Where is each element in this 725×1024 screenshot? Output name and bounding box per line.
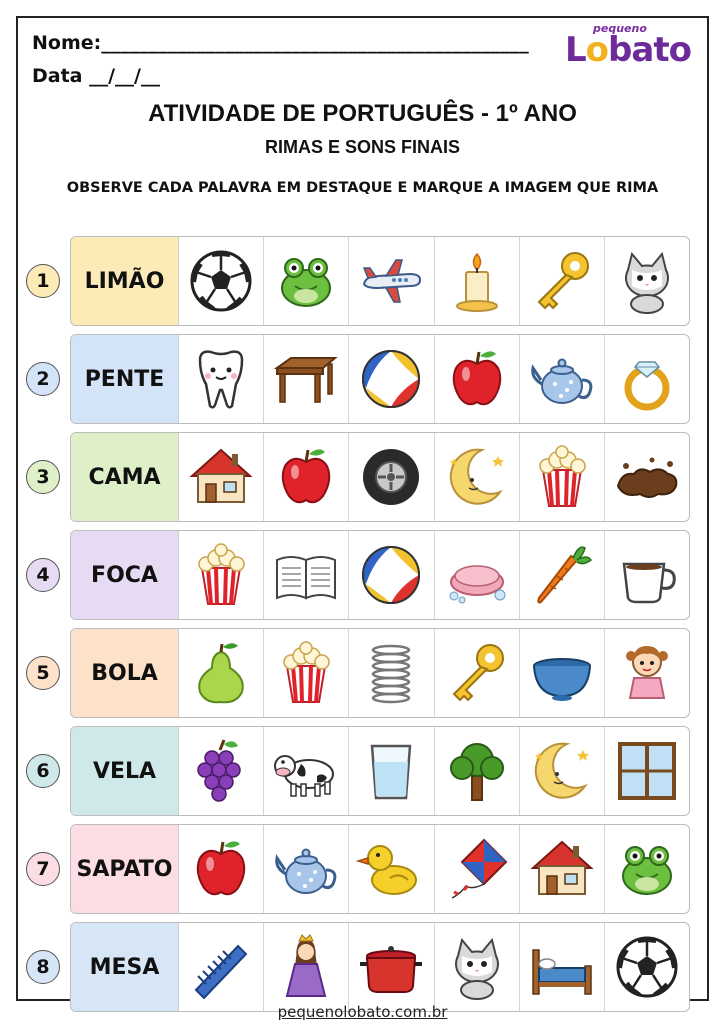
image-option[interactable] [435, 237, 520, 325]
image-option[interactable] [520, 923, 605, 1011]
image-options [179, 923, 689, 1011]
image-option[interactable] [264, 923, 349, 1011]
image-option[interactable] [605, 629, 689, 717]
image-options [179, 629, 689, 717]
image-option[interactable] [264, 335, 349, 423]
pear-icon [186, 638, 256, 708]
image-option[interactable] [264, 433, 349, 521]
image-option[interactable] [264, 727, 349, 815]
logo-letter-l: L [565, 30, 586, 70]
image-option[interactable] [349, 433, 434, 521]
comb-icon [186, 932, 256, 1002]
page-title: ATIVIDADE DE PORTUGUÊS - 1º ANO [148, 100, 577, 127]
popcorn-icon [527, 442, 597, 512]
window-icon [612, 736, 682, 806]
logo-small-text: pequeno [593, 22, 647, 35]
airplane-icon [356, 246, 426, 316]
image-option[interactable] [605, 727, 689, 815]
tree-icon [442, 736, 512, 806]
image-option[interactable] [520, 629, 605, 717]
image-option[interactable] [264, 825, 349, 913]
image-option[interactable] [179, 629, 264, 717]
rhyme-row-3 [70, 432, 690, 522]
highlighted-word: SAPATO [71, 825, 179, 913]
image-option[interactable] [520, 531, 605, 619]
princess-icon [271, 932, 341, 1002]
highlighted-word: VELA [71, 727, 179, 815]
teapot-icon [527, 344, 597, 414]
grapes-icon [186, 736, 256, 806]
beach-ball-icon [356, 344, 426, 414]
name-field[interactable]: Nome:_____________________________________________ [32, 32, 529, 54]
image-option[interactable] [349, 825, 434, 913]
teapot-icon [271, 834, 341, 904]
book-icon [271, 540, 341, 610]
image-option[interactable] [520, 825, 605, 913]
bowl-icon [527, 638, 597, 708]
ring-icon [612, 344, 682, 414]
candle-icon [442, 246, 512, 316]
logo-main-text [565, 30, 691, 70]
highlighted-word: LIMÃO [71, 237, 179, 325]
rhyme-row-6 [70, 726, 690, 816]
moon-icon [442, 442, 512, 512]
image-option[interactable] [605, 335, 689, 423]
pot-icon [356, 932, 426, 1002]
rhyme-row-7 [70, 824, 690, 914]
image-option[interactable] [264, 531, 349, 619]
rhyme-row-5 [70, 628, 690, 718]
image-options [179, 433, 689, 521]
image-option[interactable] [179, 433, 264, 521]
image-option[interactable] [435, 825, 520, 913]
beach-ball-icon [356, 540, 426, 610]
row-number-badge: 1 [26, 264, 60, 298]
image-option[interactable] [605, 825, 689, 913]
rhyme-row-2 [70, 334, 690, 424]
highlighted-word: PENTE [71, 335, 179, 423]
apple-icon [271, 442, 341, 512]
row-number-badge: 7 [26, 852, 60, 886]
coffee-cup-icon [612, 540, 682, 610]
image-option[interactable] [435, 923, 520, 1011]
highlighted-word: FOCA [71, 531, 179, 619]
pequeno-lobato-logo [565, 22, 695, 78]
image-option[interactable] [349, 335, 434, 423]
instruction-text: OBSERVE CADA PALAVRA EM DESTAQUE E MARQUE A IMAGEM QUE RIMA [66, 180, 659, 196]
image-option[interactable] [179, 531, 264, 619]
image-option[interactable] [435, 335, 520, 423]
image-option[interactable] [179, 727, 264, 815]
cow-icon [271, 736, 341, 806]
row-number-badge: 4 [26, 558, 60, 592]
key-icon [442, 638, 512, 708]
glass-icon [356, 736, 426, 806]
row-number-badge: 5 [26, 656, 60, 690]
tire-icon [356, 442, 426, 512]
image-option[interactable] [435, 727, 520, 815]
logo-letter-o: o [585, 30, 609, 70]
image-option[interactable] [435, 531, 520, 619]
image-option[interactable] [349, 237, 434, 325]
image-option[interactable] [605, 237, 689, 325]
kite-icon [442, 834, 512, 904]
image-option[interactable] [179, 237, 264, 325]
rhyme-row-8 [70, 922, 690, 1012]
image-option[interactable] [179, 825, 264, 913]
footer-link[interactable]: pequenolobato.com.br [277, 1003, 448, 1021]
mud-icon [612, 442, 682, 512]
table-icon [271, 344, 341, 414]
image-option[interactable] [264, 237, 349, 325]
date-field[interactable]: Data __/__/__ [32, 65, 160, 87]
image-option[interactable] [605, 433, 689, 521]
image-options [179, 825, 689, 913]
highlighted-word: CAMA [71, 433, 179, 521]
soccer-ball-icon [186, 246, 256, 316]
soccer-ball-icon [612, 932, 682, 1002]
row-number-badge: 6 [26, 754, 60, 788]
duck-icon [356, 834, 426, 904]
image-options [179, 237, 689, 325]
image-options [179, 335, 689, 423]
rhyme-row-4 [70, 530, 690, 620]
doll-icon [612, 638, 682, 708]
image-option[interactable] [520, 433, 605, 521]
image-option[interactable] [179, 335, 264, 423]
popcorn-icon [271, 638, 341, 708]
cat-icon [612, 246, 682, 316]
bed-icon [527, 932, 597, 1002]
key-icon [527, 246, 597, 316]
image-option[interactable] [435, 433, 520, 521]
logo-letters-rest: bato [608, 30, 691, 70]
image-option[interactable] [520, 237, 605, 325]
popcorn-icon [186, 540, 256, 610]
row-number-badge: 2 [26, 362, 60, 396]
tooth-icon [186, 344, 256, 414]
rhyme-row-1 [70, 236, 690, 326]
image-options [179, 727, 689, 815]
highlighted-word: MESA [71, 923, 179, 1011]
image-option[interactable] [520, 727, 605, 815]
image-option[interactable] [349, 727, 434, 815]
page-subtitle: RIMAS E SONS FINAIS [264, 137, 461, 157]
spring-icon [356, 638, 426, 708]
house-icon [186, 442, 256, 512]
highlighted-word: BOLA [71, 629, 179, 717]
image-option[interactable] [605, 531, 689, 619]
carrot-icon [527, 540, 597, 610]
image-option[interactable] [349, 531, 434, 619]
house-icon [527, 834, 597, 904]
image-option[interactable] [264, 629, 349, 717]
apple-icon [186, 834, 256, 904]
frog-icon [612, 834, 682, 904]
image-option[interactable] [349, 923, 434, 1011]
image-option[interactable] [435, 629, 520, 717]
apple-icon [442, 344, 512, 414]
soap-icon [442, 540, 512, 610]
row-number-badge: 3 [26, 460, 60, 494]
row-number-badge: 8 [26, 950, 60, 984]
moon-icon [527, 736, 597, 806]
cat-icon [442, 932, 512, 1002]
frog-icon [271, 246, 341, 316]
image-option[interactable] [179, 923, 264, 1011]
image-options [179, 531, 689, 619]
image-option[interactable] [520, 335, 605, 423]
image-option[interactable] [349, 629, 434, 717]
image-option[interactable] [605, 923, 689, 1011]
